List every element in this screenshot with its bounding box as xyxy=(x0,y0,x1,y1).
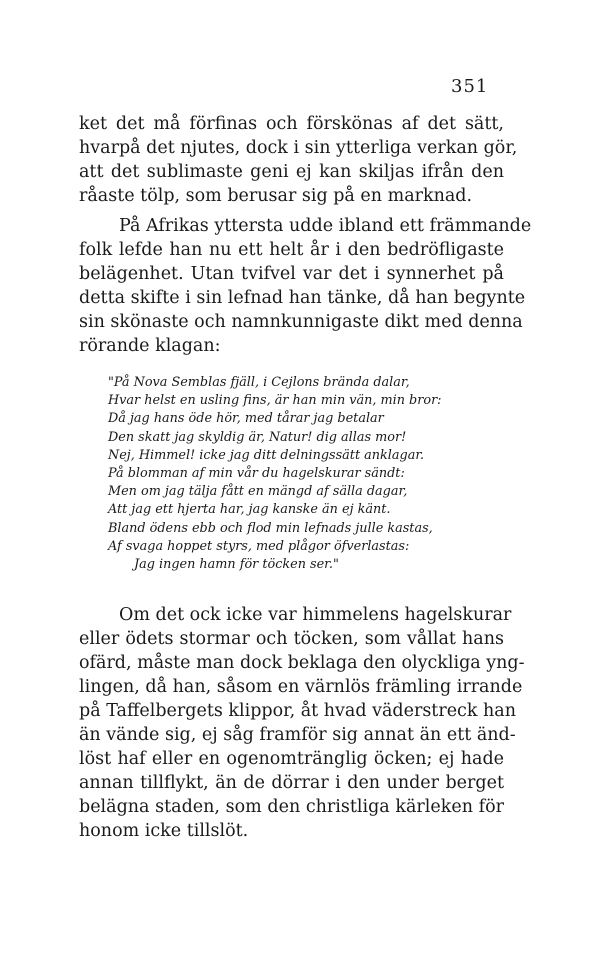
poem-line: Då jag hans öde hör, med tårar jag betalar xyxy=(108,411,384,427)
poem-line: Bland ödens ebb och flod min lefnads julle kastas, xyxy=(108,520,433,536)
text-line: belägenhet. Utan tvifvel var det i synnerhet på xyxy=(79,264,504,284)
text-line: hvarpå det njutes, dock i sin ytterliga verkan gör, xyxy=(79,138,518,158)
poem-quote xyxy=(108,374,468,574)
text-line: än vände sig, ej såg framför sig annat än ett änd- xyxy=(79,725,516,745)
text-line: folk lefde han nu ett helt år i den bedröfligaste xyxy=(79,240,504,260)
text-line: annan tillflykt, än de dörrar i den under berget xyxy=(79,773,504,793)
text-line: ofärd, måste man dock beklaga den olyckliga yng- xyxy=(79,653,525,673)
text-line: råaste tölp, som berusar sig på en marknad. xyxy=(79,186,473,206)
poem-line: Den skatt jag skyldig är, Natur! dig allas mor! xyxy=(108,429,407,445)
poem-line: Jag ingen hamn för töcken ser." xyxy=(134,556,339,572)
text-line: lingen, då han, såsom en värnlös främling irrande xyxy=(79,677,523,697)
poem-line: "På Nova Semblas fjäll, i Cejlons brända dalar, xyxy=(108,375,410,390)
text-line: belägna staden, som den christliga kärleken för xyxy=(79,797,504,817)
page-number: 351 xyxy=(451,76,489,97)
text-line: Om det ock icke var himmelens hagelskurar xyxy=(119,605,512,625)
text-line: på Taffelbergets klippor, åt hvad väderstreck han xyxy=(79,701,517,721)
text-line: honom icke tillslöt. xyxy=(79,821,249,841)
poem-line: Nej, Himmel! icke jag ditt delningssätt anklagar. xyxy=(108,447,425,463)
poem-line: Af svaga hoppet styrs, med plågor öfverlastas: xyxy=(108,538,410,554)
poem-line: Men om jag tälja fått en mängd af sälla dagar, xyxy=(108,484,408,500)
text-line: löst haf eller en ogenomtränglig öcken; ej hade xyxy=(79,749,504,769)
text-line: eller ödets stormar och töcken, som vållat hans xyxy=(79,629,504,649)
poem-line: På blomman af min vår du hagelskurar sändt: xyxy=(108,465,405,481)
poem-line: Att jag ett hjerta har, jag kanske än ej känt. xyxy=(108,502,391,518)
text-line: sin skönaste och namnkunnigaste dikt med denna xyxy=(79,312,523,332)
text-line: rörande klagan: xyxy=(79,336,221,356)
paragraph xyxy=(79,214,532,358)
text-line: detta skifte i sin lefnad han tänke, då han begynte xyxy=(79,288,526,308)
paragraph xyxy=(79,603,525,843)
poem-line: Hvar helst en usling fins, är han min vän, min bror: xyxy=(108,393,442,409)
text-line: att det sublimaste geni ej kan skiljas ifrån den xyxy=(79,162,504,182)
paragraph xyxy=(79,112,518,208)
text-line: På Afrikas yttersta udde ibland ett främmande xyxy=(119,216,532,236)
text-line: ket det må förfinas och förskönas af det sätt, xyxy=(79,114,504,134)
